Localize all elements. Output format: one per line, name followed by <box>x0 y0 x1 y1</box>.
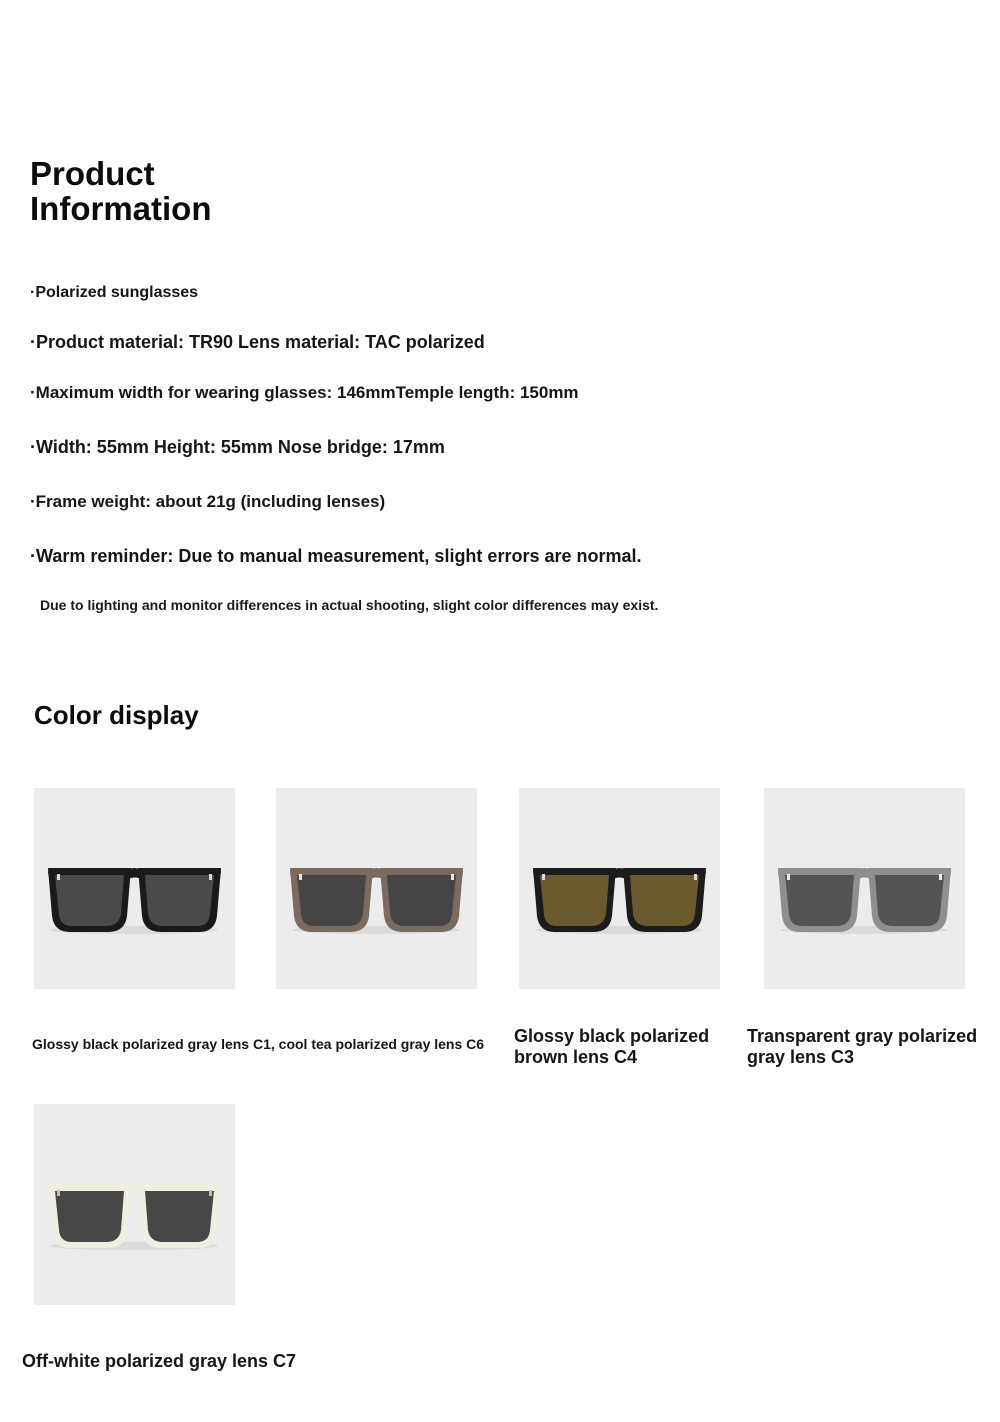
product-photo-c6 <box>276 788 477 989</box>
color-difference-note: Due to lighting and monitor differences in actual shooting, slight color differences may exist. <box>40 597 659 613</box>
right-rivet <box>209 1190 212 1196</box>
left-lens <box>55 1191 124 1242</box>
product-photo-c1 <box>34 788 235 989</box>
nose-bridge <box>126 1184 143 1196</box>
sunglasses-image <box>519 788 720 989</box>
sunglasses-image <box>34 1104 235 1305</box>
nose-bridge <box>856 868 873 880</box>
nose-bridge <box>611 868 628 880</box>
left-lens <box>55 875 124 926</box>
right-rivet <box>694 874 697 880</box>
page-title-line2: Information <box>30 190 212 227</box>
nose-bridge <box>126 868 143 880</box>
caption-c4: Glossy black polarized brown lens C4 <box>514 1026 710 1067</box>
right-rivet <box>451 874 454 880</box>
right-rivet <box>939 874 942 880</box>
color-display-title: Color display <box>34 700 199 730</box>
right-lens <box>387 875 456 926</box>
right-lens <box>630 875 699 926</box>
page-title-line1: Product <box>30 155 155 192</box>
sunglasses-image <box>764 788 965 989</box>
product-photo-c4 <box>519 788 720 989</box>
left-lens <box>540 875 609 926</box>
right-lens <box>875 875 944 926</box>
page-title <box>30 156 310 226</box>
right-rivet <box>209 874 212 880</box>
sunglasses-image <box>34 788 235 989</box>
spec-item-polarized: ·Polarized sunglasses <box>30 284 199 301</box>
spec-item-reminder: ·Warm reminder: Due to manual measurement, slight errors are normal. <box>30 546 642 566</box>
caption-c7: Off-white polarized gray lens C7 <box>22 1351 297 1371</box>
spec-item-weight: ·Frame weight: about 21g (including lenses) <box>30 492 386 511</box>
left-lens <box>297 875 366 926</box>
spec-item-dimensions: ·Width: 55mm Height: 55mm Nose bridge: 17mm <box>30 437 445 457</box>
sunglasses-image <box>276 788 477 989</box>
left-rivet <box>787 874 790 880</box>
nose-bridge <box>368 868 385 880</box>
left-rivet <box>542 874 545 880</box>
left-rivet <box>57 1190 60 1196</box>
product-photo-c7 <box>34 1104 235 1305</box>
caption-c1-c6: Glossy black polarized gray lens C1, cool tea polarized gray lens C6 <box>32 1036 485 1052</box>
spec-item-material: ·Product material: TR90 Lens material: TAC polarized <box>30 332 485 352</box>
product-photo-c3 <box>764 788 965 989</box>
spec-item-max-width: ·Maximum width for wearing glasses: 146mmTemple length: 150mm <box>30 383 579 402</box>
left-rivet <box>57 874 60 880</box>
left-rivet <box>299 874 302 880</box>
right-lens <box>145 875 214 926</box>
left-lens <box>785 875 854 926</box>
right-lens <box>145 1191 214 1242</box>
caption-c3: Transparent gray polarized gray lens C3 <box>747 1026 978 1067</box>
